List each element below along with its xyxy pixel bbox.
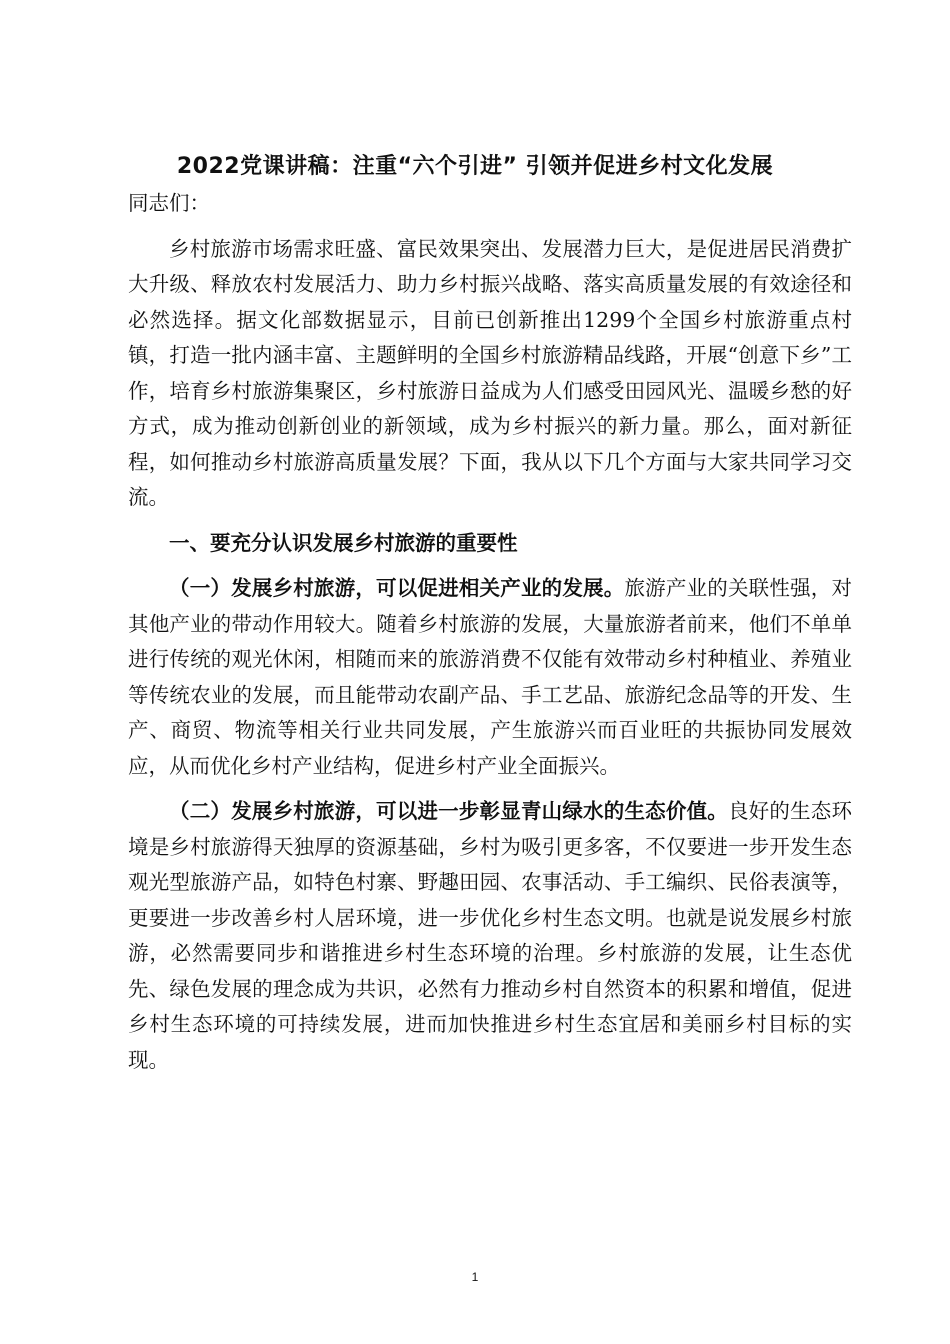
document-body	[128, 186, 852, 1088]
subsection-1-text: 旅游产业的关联性强，对其他产业的带动作用较大。随着乡村旅游的发展，大量旅游者前来，他们不单单进行传统的观光休闲，相随而来的旅游消费不仅能有效带动乡村种植业、养殖业等传统农业的发展，而且能带动农副产品、手工艺品、旅游纪念品等的开发、生产、商贸、物流等相关行业共同发展，产生旅游兴而百业旺的共振协同发展效应，从而优化乡村产业结构，促进乡村产业全面振兴。	[128, 576, 852, 778]
salutation: 同志们：	[128, 191, 210, 215]
document-title: 2022党课讲稿：注重“六个引进” 引领并促进乡村文化发展	[176, 154, 774, 179]
subsection-2-text: 良好的生态环境是乡村旅游得天独厚的资源基础，乡村为吸引更多客，不仅要进一步开发生态观光型旅游产品，如特色村寨、野趣田园、农事活动、手工编织、民俗表演等，更要进一步改善乡村人居环境，进一步优化乡村生态文明。也就是说发展乡村旅游，必然需要同步和谐推进乡村生态环境的治理。乡村旅游的发展，让生态优先、绿色发展的理念成为共识，必然有力推动乡村自然资本的积累和增值，促进乡村生态环境的可持续发展，进而加快推进乡村生态宜居和美丽乡村目标的实现。	[128, 799, 852, 1072]
section-1-heading: 一、要充分认识发展乡村旅游的重要性	[169, 530, 518, 555]
intro-paragraph: 乡村旅游市场需求旺盛、富民效果突出、发展潜力巨大，是促进居民消费扩大升级、释放农村发展活力、助力乡村振兴战略、落实高质量发展的有效途径和必然选择。据文化部数据显示，目前已创新推出1299个全国乡村旅游重点村镇，打造一批内涵丰富、主题鲜明的全国乡村旅游精品线路，开展“创意下乡”工作，培育乡村旅游集聚区，乡村旅游日益成为人们感受田园风光、温暖乡愁的好方式，成为推动创新创业的新领域，成为乡村振兴的新力量。那么，面对新征程，如何推动乡村旅游高质量发展？下面，我从以下几个方面与大家共同学习交流。	[128, 236, 852, 509]
page-number: 1	[471, 1270, 479, 1284]
subsection-1-lead: （一）发展乡村旅游，可以促进相关产业的发展。	[169, 576, 625, 600]
subsection-1-paragraph	[128, 571, 852, 784]
subsection-2-lead: （二）发展乡村旅游，可以进一步彰显青山绿水的生态价值。	[169, 799, 728, 823]
subsection-2-paragraph	[128, 794, 852, 1078]
